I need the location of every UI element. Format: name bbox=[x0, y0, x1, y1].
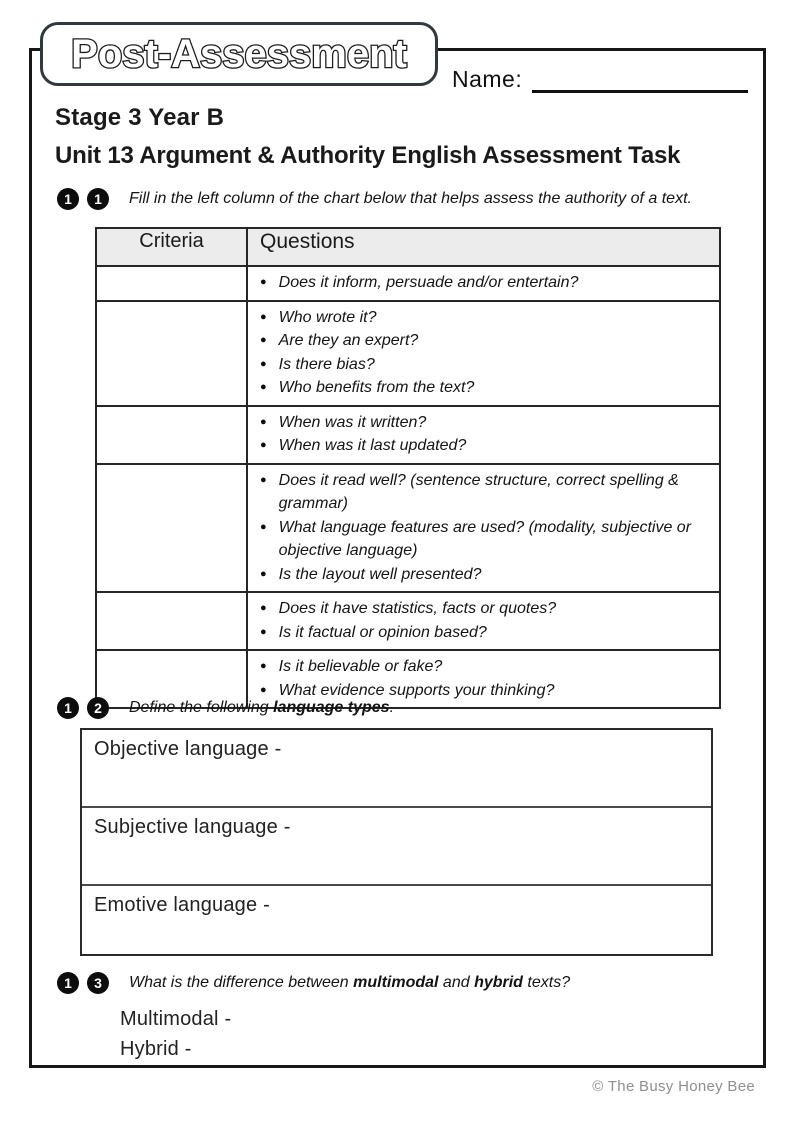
heading-unit: Unit 13 Argument & Authority English Assessment Task bbox=[55, 142, 681, 169]
bullet-icon: ● bbox=[260, 439, 267, 451]
questions-cell bbox=[247, 592, 720, 650]
criteria-table bbox=[95, 227, 721, 709]
language-definition-box bbox=[80, 728, 713, 956]
question-list bbox=[254, 306, 711, 400]
table-row bbox=[96, 266, 720, 301]
question-list bbox=[254, 271, 711, 295]
question-1-3-prompt: What is the difference between multimodal and hybrid texts? bbox=[129, 974, 571, 991]
criteria-table-wrap bbox=[95, 227, 721, 709]
question-item bbox=[254, 353, 711, 377]
question-item bbox=[254, 597, 711, 621]
question-item bbox=[254, 469, 711, 516]
language-label: Objective language - bbox=[94, 738, 282, 760]
question-item bbox=[254, 411, 711, 435]
criteria-cell[interactable] bbox=[96, 592, 247, 650]
questions-cell bbox=[247, 266, 720, 301]
question-text: What evidence supports your thinking? bbox=[278, 681, 555, 699]
question-1-1-prompt: Fill in the left column of the chart below that helps assess the authority of a text. bbox=[129, 190, 692, 207]
heading-stage: Stage 3 Year B bbox=[55, 104, 225, 131]
table-header-row bbox=[96, 228, 720, 266]
table-row bbox=[96, 406, 720, 464]
questions-cell bbox=[247, 301, 720, 406]
language-row[interactable] bbox=[82, 730, 711, 808]
answer-line[interactable]: Hybrid - bbox=[120, 1038, 192, 1060]
question-text: Who benefits from the text? bbox=[278, 379, 475, 396]
bullet-icon: ● bbox=[260, 660, 267, 672]
question-1-1 bbox=[57, 188, 692, 210]
question-text: Does it read well? (sentence structure, correct spelling & grammar) bbox=[278, 471, 679, 512]
bullet-icon: ● bbox=[260, 602, 267, 614]
language-row[interactable] bbox=[82, 808, 711, 886]
question-item bbox=[254, 306, 711, 330]
criteria-cell[interactable] bbox=[96, 406, 247, 464]
criteria-cell[interactable] bbox=[96, 301, 247, 406]
question-text: Does it have statistics, facts or quotes? bbox=[278, 600, 557, 617]
bullet-icon: ● bbox=[260, 683, 267, 696]
bullet-icon: ● bbox=[260, 357, 267, 370]
question-number-badge: 1 bbox=[57, 188, 79, 210]
bullet-icon: ● bbox=[260, 310, 267, 323]
answer-line[interactable]: Multimodal - bbox=[120, 1008, 232, 1030]
question-text: Who wrote it? bbox=[278, 308, 377, 326]
question-number-badge: 1 bbox=[87, 188, 109, 210]
question-1-2 bbox=[57, 697, 394, 719]
question-item bbox=[254, 655, 711, 679]
question-text: Is it believable or fake? bbox=[278, 658, 443, 675]
question-text: What language features are used? (modality, subjective or objective language) bbox=[278, 518, 692, 559]
questions-cell bbox=[247, 464, 720, 593]
question-number-badge: 3 bbox=[87, 972, 109, 994]
table-header-criteria: Criteria bbox=[96, 228, 247, 266]
question-number-badge: 1 bbox=[57, 697, 79, 719]
question-list bbox=[254, 411, 711, 458]
question-text: Are they an expert? bbox=[278, 332, 419, 349]
banner-bubble-text bbox=[47, 27, 431, 81]
bullet-icon: ● bbox=[260, 276, 267, 288]
question-item bbox=[254, 329, 711, 353]
question-list bbox=[254, 597, 711, 644]
table-row bbox=[96, 464, 720, 593]
questions-cell bbox=[247, 406, 720, 464]
question-text: Does it inform, persuade and/or entertain? bbox=[278, 274, 579, 291]
question-list bbox=[254, 469, 711, 587]
question-item bbox=[254, 271, 711, 295]
question-item bbox=[254, 516, 711, 563]
bullet-icon: ● bbox=[260, 334, 267, 346]
question-item bbox=[254, 434, 711, 458]
page-title: Post-Assessment bbox=[71, 32, 407, 76]
name-field bbox=[452, 66, 748, 93]
question-text: When was it last updated? bbox=[278, 437, 467, 454]
table-row bbox=[96, 592, 720, 650]
question-text: Is it factual or opinion based? bbox=[278, 623, 487, 641]
criteria-table-body bbox=[96, 266, 720, 708]
question-1-3-answers bbox=[120, 1008, 231, 1068]
bullet-icon: ● bbox=[260, 625, 267, 638]
question-item bbox=[254, 376, 711, 400]
question-text: Is the layout well presented? bbox=[278, 565, 482, 583]
bullet-icon: ● bbox=[260, 473, 267, 486]
question-item bbox=[254, 621, 711, 645]
bullet-icon: ● bbox=[260, 381, 267, 393]
footer-credit: © The Busy Honey Bee bbox=[592, 1078, 755, 1095]
bullet-icon: ● bbox=[260, 520, 267, 533]
question-1-3 bbox=[57, 972, 570, 994]
question-number-badge: 2 bbox=[87, 697, 109, 719]
question-number-badge: 1 bbox=[57, 972, 79, 994]
bullet-icon: ● bbox=[260, 415, 267, 428]
bullet-icon: ● bbox=[260, 567, 267, 580]
title-banner bbox=[40, 22, 438, 86]
table-row bbox=[96, 301, 720, 406]
question-text: Is there bias? bbox=[278, 355, 375, 373]
language-label: Subjective language - bbox=[94, 816, 291, 838]
question-text: When was it written? bbox=[278, 413, 427, 431]
criteria-cell[interactable] bbox=[96, 464, 247, 593]
language-label: Emotive language - bbox=[94, 894, 270, 916]
language-row[interactable] bbox=[82, 886, 711, 954]
criteria-cell[interactable] bbox=[96, 266, 247, 301]
name-underline[interactable] bbox=[532, 66, 748, 93]
question-list bbox=[254, 655, 711, 702]
table-header-questions: Questions bbox=[247, 228, 720, 266]
question-1-2-prompt: Define the following language types. bbox=[129, 699, 395, 716]
question-item bbox=[254, 563, 711, 587]
name-label: Name: bbox=[452, 66, 523, 92]
